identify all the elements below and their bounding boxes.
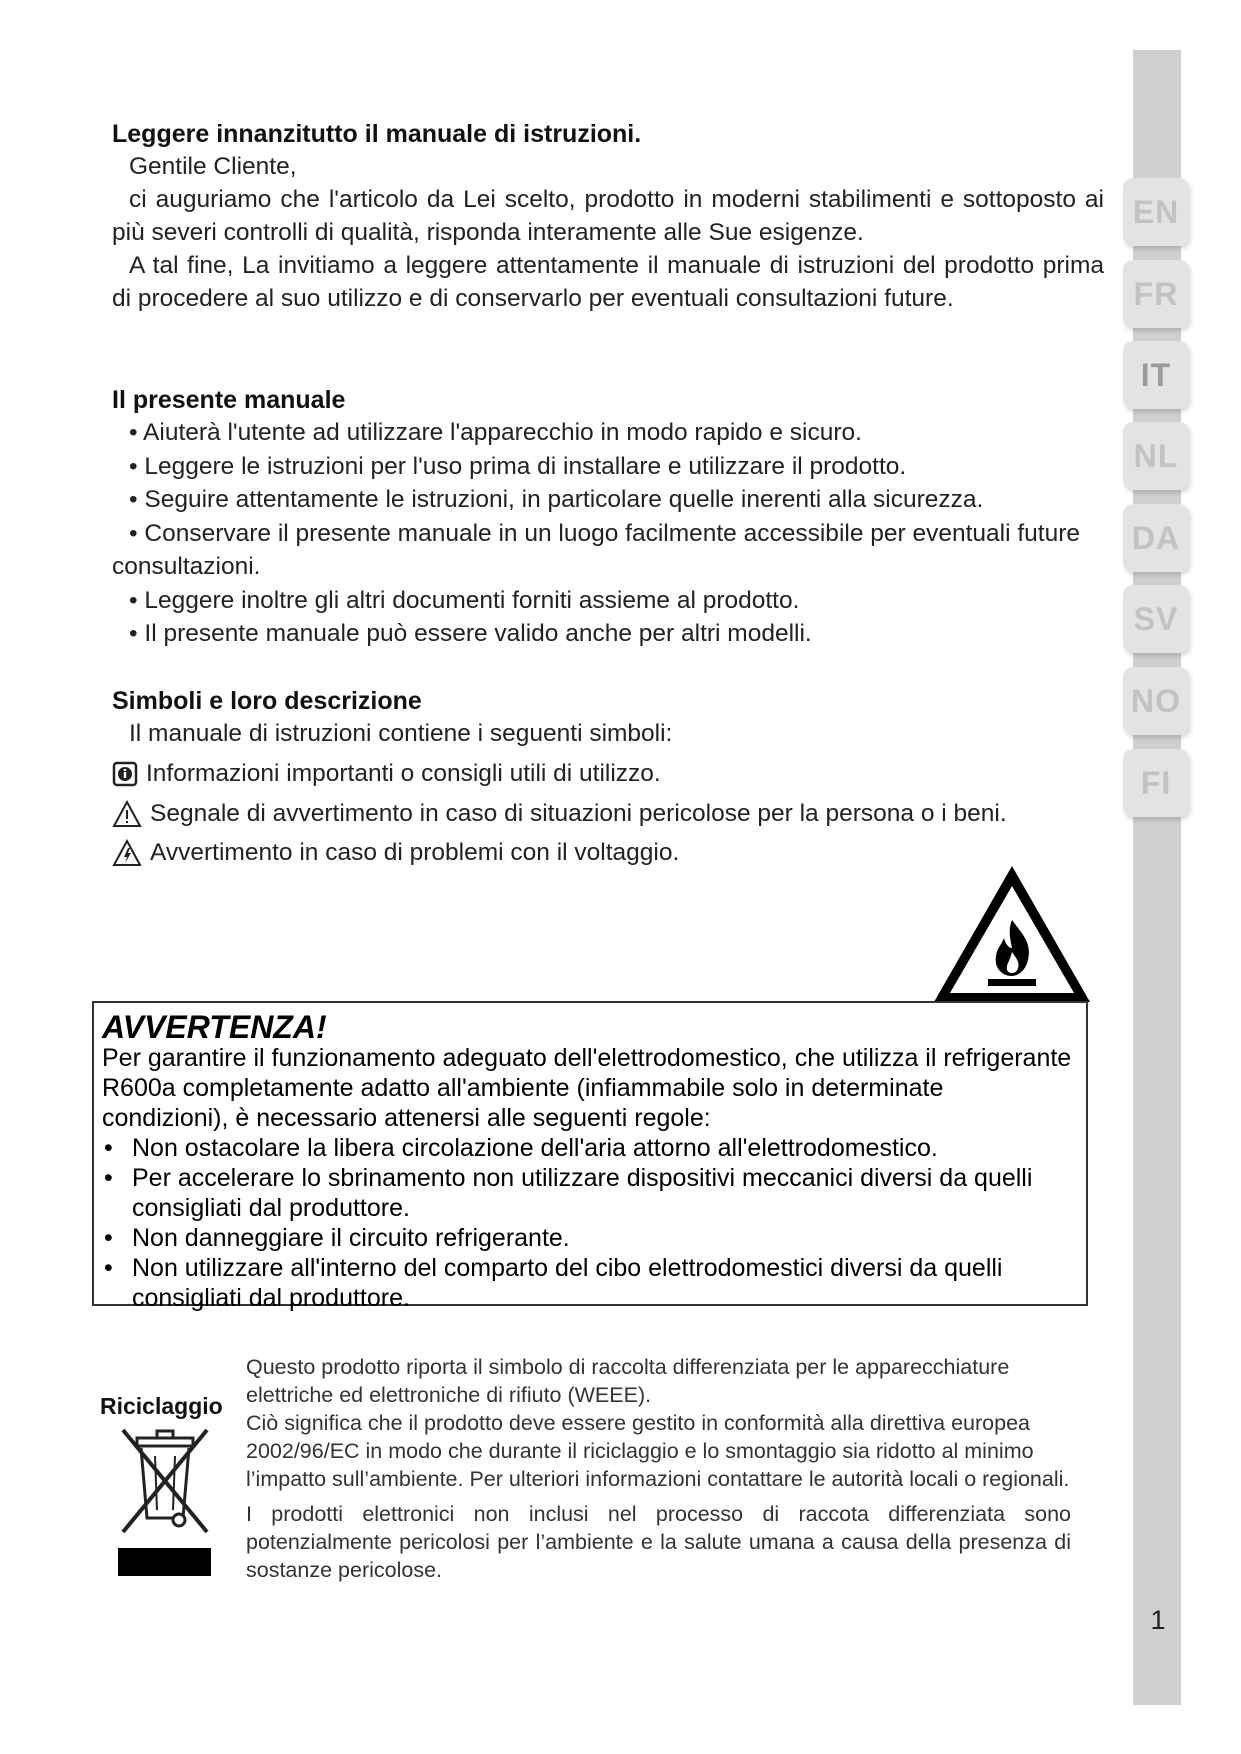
- symbol-electric-text: Avvertimento in caso di problemi con il voltaggio.: [150, 839, 680, 866]
- lang-tab-sv[interactable]: SV: [1123, 585, 1189, 653]
- weee-black-bar: [118, 1548, 211, 1576]
- intro-heading: Leggere innanzitutto il manuale di istruzioni.: [112, 120, 642, 148]
- warning-triangle-icon: [112, 800, 142, 828]
- lang-tab-fi[interactable]: FI: [1123, 749, 1189, 817]
- symbols-heading: Simboli e loro descrizione: [112, 687, 422, 715]
- lang-tab-no[interactable]: NO: [1123, 667, 1189, 735]
- electric-warning-icon: [112, 839, 142, 867]
- warning-item: • Non ostacolare la libera circolazione dell'aria attorno all'elettrodomestico.: [104, 1134, 938, 1162]
- recycling-text: [246, 1353, 1071, 1584]
- manual-bullet: • Aiuterà l'utente ad utilizzare l'apparecchio in modo rapido e sicuro.: [129, 419, 862, 446]
- intro-paragraph-2: A tal fine, La invitiamo a leggere attentamente il manuale di istruzioni del prodotto prima di procedere al suo utilizzo e di conservarlo per eventuali consultazioni future.: [112, 252, 1104, 312]
- warning-item: • Non utilizzare all'interno del comparto del cibo elettrodomestici diversi da quelli consigliati dal produttore.: [104, 1254, 1003, 1312]
- symbol-row-electric: [112, 836, 679, 869]
- warning-item: • Non danneggiare il circuito refrigerante.: [104, 1224, 570, 1252]
- symbols-intro: Il manuale di istruzioni contiene i seguenti simboli:: [129, 720, 673, 747]
- intro-section: [112, 118, 1104, 315]
- weee-bin-icon: [115, 1420, 215, 1540]
- intro-greeting: Gentile Cliente,: [129, 153, 297, 180]
- warning-intro: Per garantire il funzionamento adeguato dell'elettrodomestico, che utilizza il refrigerante R600a completamente adatto all'ambiente (infiammabile solo in determinate condizioni), è necessario attenersi alle seguenti regole:: [102, 1044, 1072, 1132]
- lang-tab-it[interactable]: IT: [1123, 341, 1189, 409]
- rail-footer-block: [1133, 1660, 1181, 1705]
- warning-box: [92, 1001, 1088, 1312]
- warning-body: [102, 1043, 1072, 1313]
- recycling-paragraph-1b: Ciò significa che il prodotto deve essere gestito in conformità alla direttiva europea 2002/96/EC in modo che durante il riciclaggio e lo smontaggio sia ridotto al minimo l’impatto sull’ambiente. Per ulteriori informazioni contattare le autorità locali o regionali.: [246, 1411, 1070, 1491]
- recycling-label: Riciclaggio: [100, 1393, 223, 1419]
- symbols-section: [112, 685, 1104, 750]
- manual-bullet: • Leggere inoltre gli altri documenti forniti assieme al prodotto.: [129, 586, 800, 614]
- warning-title: AVVERTENZA!: [102, 1009, 327, 1045]
- lang-tab-nl[interactable]: NL: [1123, 422, 1189, 490]
- recycling-paragraph-1: Questo prodotto riporta il simbolo di raccolta differenziata per le apparecchiature elettriche ed elettroniche di rifiuto (WEEE).: [246, 1355, 1010, 1407]
- info-icon: [112, 761, 138, 787]
- recycling-paragraph-2: I prodotti elettronici non inclusi nel processo di raccota differenziata sono potenzialmente pericolosi per l’ambiente e la salute umana a causa della presenza di sostanze pericolose.: [246, 1502, 1071, 1582]
- manual-bullet: • Il presente manuale può essere valido anche per altri modelli.: [129, 620, 812, 647]
- symbol-row-info: [112, 757, 661, 790]
- warning-item: • Per accelerare lo sbrinamento non utilizzare dispositivi meccanici diversi da quelli consigliati dal produttore.: [104, 1164, 1033, 1222]
- manual-section: [112, 384, 1104, 651]
- intro-paragraph-1: ci auguriamo che l'articolo da Lei scelto, prodotto in moderni stabilimenti e sottoposto ai più severi controlli di qualità, risponda interamente alle Sue esigenze.: [112, 186, 1104, 246]
- lang-tab-da[interactable]: DA: [1123, 504, 1189, 572]
- symbol-warning-text: Segnale di avvertimento in caso di situazioni pericolose per la persona o i beni.: [150, 800, 1007, 827]
- lang-tab-fr[interactable]: FR: [1123, 260, 1189, 328]
- flammable-warning-icon: [930, 862, 1094, 1006]
- lang-tab-en[interactable]: EN: [1123, 178, 1189, 246]
- symbol-row-warning: [112, 797, 1007, 830]
- manual-bullet: • Seguire attentamente le istruzioni, in particolare quelle inerenti alla sicurezza.: [129, 486, 984, 513]
- manual-heading: Il presente manuale: [112, 386, 346, 414]
- manual-bullet: • Leggere le istruzioni per l'uso prima di installare e utilizzare il prodotto.: [129, 452, 907, 480]
- symbol-info-text: Informazioni importanti o consigli utili di utilizzo.: [146, 760, 661, 787]
- manual-bullet: • Conservare il presente manuale in un luogo facilmente accessibile per eventuali future consultazioni.: [112, 519, 1081, 580]
- page-number: 1: [1150, 1605, 1166, 1635]
